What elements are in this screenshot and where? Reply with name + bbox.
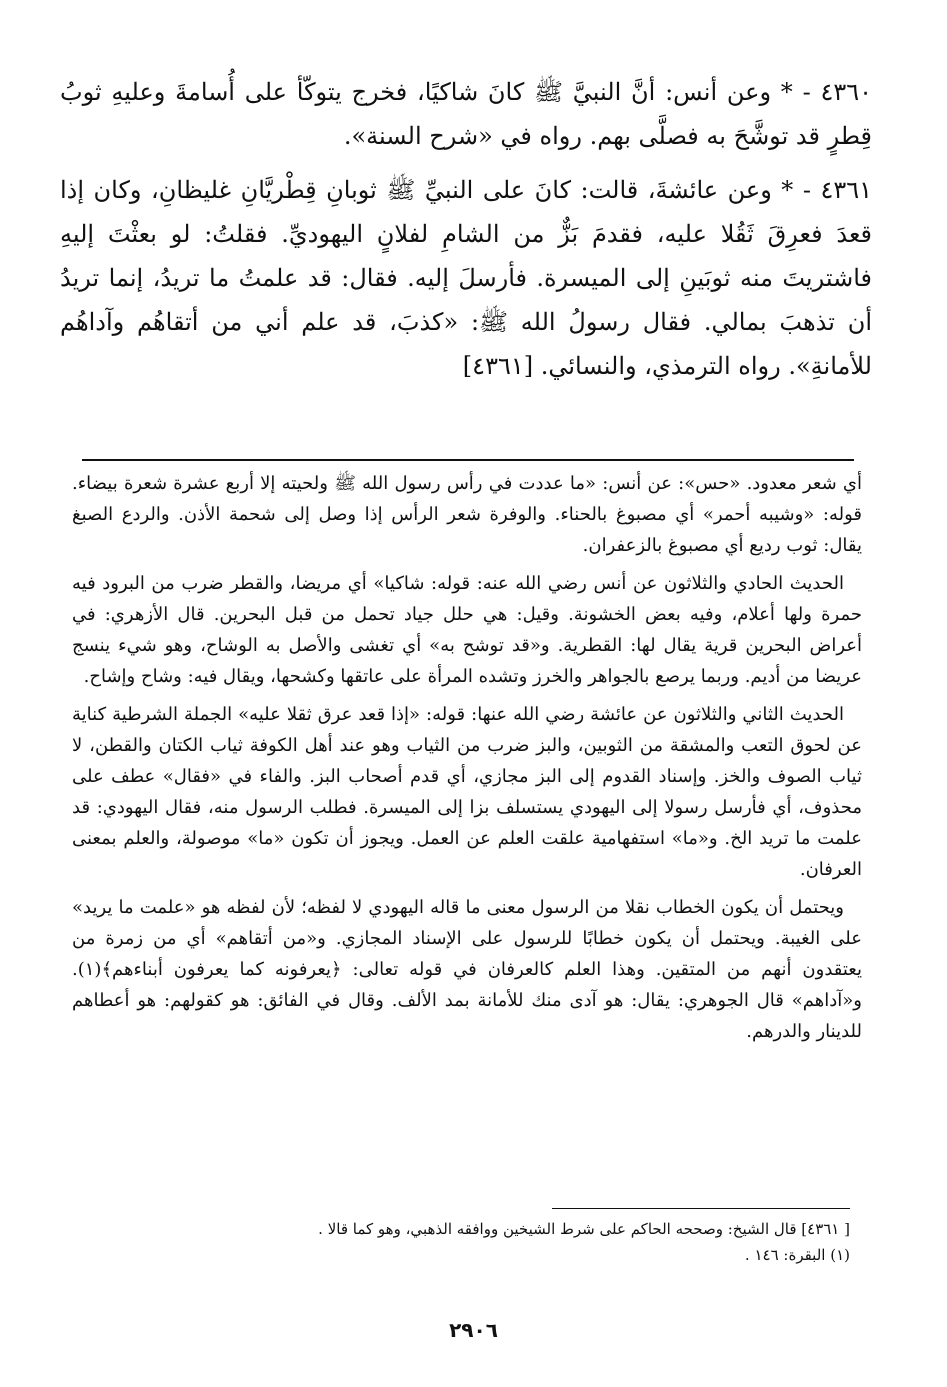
hadith-4360: ٤٣٦٠ - * وعن أنس: أنَّ النبيَّ ﷺ كانَ شاكيًا، فخرج يتوكّأ على أُسامةَ وعليهِ ثوبُ قِطرٍ قد توشَّحَ به فصلَّى بهم. رواه في «شرح السنة». — [60, 78, 872, 150]
commentary-paragraph-4: ويحتمل أن يكون الخطاب نقلا من الرسول معنى ما قاله اليهودي لا لفظه؛ لأن لفظه هو «علمت ما يريد» على الغيبة. ويحتمل أن يكون خطابًا للرسول على الإسناد المجازي. و«من أتقاهم» أي من زمرة من يعتقدون أنهم من المتقين. وهذا العلم كالعرفان في قوله تعالى: ﴿يعرفونه كما يعرفون أبناءهم﴾(١). و«آداهم» قال الجوهري: يقال: هو آدى منك للأمانة بمد الألف. وقال في الفائق: هو كقولهم: هو أعطاهم للدينار والدرهم. — [72, 897, 862, 1042]
footnote-divider — [552, 1208, 850, 1209]
footnotes — [100, 1216, 850, 1268]
commentary-section — [72, 468, 862, 1054]
commentary-paragraph-1: أي شعر معدود. «حس»: عن أنس: «ما عددت في رأس رسول الله ﷺ ولحيته إلا أربع عشرة شعرة بيضاء. قوله: «وشيبه أحمر» أي مصبوغ بالحناء. والوفرة شعر الرأس إذا وصل إلى شحمة الأذن. والردع الصبغ يقال: ثوب رديع أي مصبوغ بالزعفران. — [72, 473, 863, 556]
footnote-1: (١) البقرة: ١٤٦ . — [744, 1246, 850, 1264]
commentary-paragraph-3: الحديث الثاني والثلاثون عن عائشة رضي الله عنها: قوله: «إذا قعد عرق ثقلا عليه» الجملة الشرطية كناية عن لحوق التعب والمشقة من الثوبين، والبز ضرب من الثياب وهو عند أهل الكوفة ثياب الكتان والقطن، لا ثياب الصوف والخز. وإسناد القدوم إلى البز مجازي، أي قدم أصحاب البز. والفاء في «فقال» عطف على محذوف، أي فأرسل رسولا إلى اليهودي يستسلف بزا إلى الميسرة. فطلب الرسول منه، فقال اليهودي: قد علمت ما تريد الخ. و«ما» استفهامية علقت العلم عن العمل. ويجوز أن تكون «ما» موصولة، والعلم بمعنى العرفان. — [72, 704, 862, 880]
hadith-4361: ٤٣٦١ - * وعن عائشةَ، قالت: كانَ على النبيِّ ﷺ ثوبانِ قِطْريَّانِ غليظانِ، وكان إذا قعدَ فعرِقَ ثَقُلا عليه، فقدمَ بَزٌّ من الشامِ لفلانٍ اليهوديِّ. فقلتُ: لو بعثْتَ إليهِ فاشتريتَ منه ثوبَينِ إلى الميسرة. فأرسلَ إليه. فقال: قد علمتُ ما تريدُ، إنما تريدُ أن تذهبَ بمالي. فقال رسولُ الله ﷺ: «كذبَ، قد علم أني من أتقاهُم وآداهُم للأمانةِ». رواه الترمذي، والنسائي. [٤٣٦١] — [60, 176, 872, 380]
section-divider — [82, 459, 854, 461]
commentary-paragraph-2: الحديث الحادي والثلاثون عن أنس رضي الله عنه: قوله: شاكيا» أي مريضا، والقطر ضرب من البرود فيه حمرة ولها أعلام، وفيه بعض الخشونة. وقيل: هي حلل جياد تحمل من قبل البحرين. قال الأزهري: في أعراض البحرين قرية يقال لها: القطرية. و«قد توشح به» أي تغشى والأصل به الوشاح، وهو شيء ينسج عريضا من أديم. وربما يرصع بالجواهر والخرز وتشده المرأة على عاتقها وكشحها، ويقال فيه: وشاح وإشاح. — [72, 573, 862, 687]
footnote-4361: [ ٤٣٦١] قال الشيخ: وصححه الحاكم على شرط الشيخين ووافقه الذهبي، وهو كما قالا . — [318, 1220, 850, 1238]
hadith-section — [60, 70, 872, 388]
page-number: ٢٩٠٦ — [449, 1318, 498, 1342]
